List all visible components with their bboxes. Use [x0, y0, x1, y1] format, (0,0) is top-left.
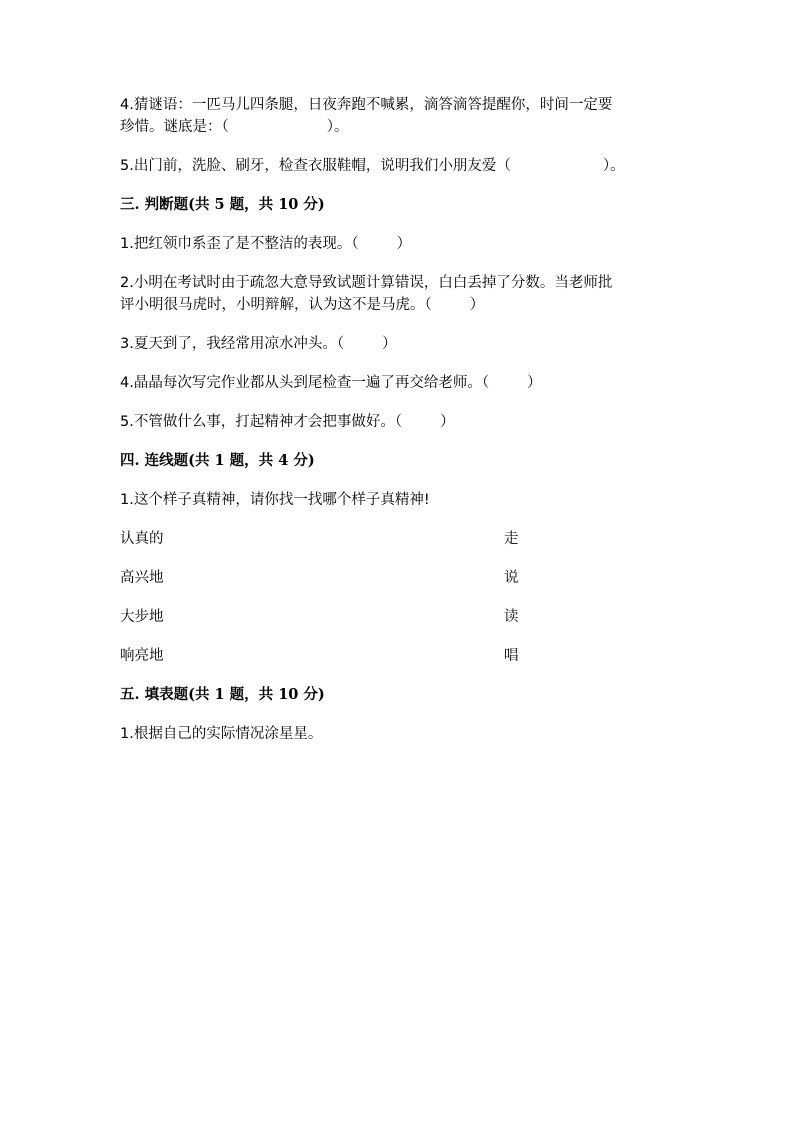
match-row [120, 645, 674, 667]
question-text-before-blank: 珍惜。谜底是：（ [120, 119, 229, 135]
table-question-prompt [120, 723, 674, 745]
question-text: 2.小明在考试时由于疏忽大意导致试题计算错误，白白丢掉了分数。当老师批 [120, 275, 613, 291]
question-text: 1.根据自己的实际情况涂星星。 [120, 726, 323, 742]
question-text [120, 372, 674, 394]
match-right-item[interactable]: 唱 [504, 648, 519, 664]
question-text [120, 155, 674, 177]
match-left-item[interactable]: 认真的 [120, 531, 164, 547]
question-text-after-blank: ） [469, 297, 485, 313]
judgement-question-2 [120, 272, 674, 316]
question-text-before-blank: 1.把红领巾系歪了是不整洁的表现。（ [120, 236, 359, 252]
judgement-question-1 [120, 233, 674, 255]
match-row [120, 606, 674, 628]
question-text [120, 411, 674, 433]
question-text-before-blank: 3.夏天到了，我经常用凉水冲头。（ [120, 336, 345, 352]
question-text [120, 116, 674, 138]
match-left-item[interactable]: 高兴地 [120, 570, 164, 586]
question-text-after-blank: ）。 [602, 158, 625, 174]
section-title-table: 五. 填表题(共 1 题，共 10 分) [120, 686, 325, 703]
fill-question-4 [120, 94, 674, 138]
question-text-after-blank: ） [527, 375, 542, 391]
matching-question-prompt [120, 489, 674, 511]
question-text-after-blank: ） [440, 414, 455, 430]
match-right-item[interactable]: 走 [504, 531, 519, 547]
section-title-matching: 四. 连线题(共 1 题，共 4 分) [120, 452, 315, 469]
question-text-before-blank: 4.晶晶每次写完作业都从头到尾检查一遍了再交给老师。（ [120, 375, 490, 391]
question-text: 4.猜谜语：一匹马儿四条腿，日夜奔跑不喊累，滴答滴答提醒你，时间一定要 [120, 97, 613, 113]
match-left-item[interactable]: 大步地 [120, 609, 164, 625]
question-text-after-blank: ） [396, 236, 412, 252]
judgement-question-3 [120, 333, 674, 355]
question-text-before-blank: 5.出门前，洗脸、刷牙，检查衣服鞋帽，说明我们小朋友爱（ [120, 158, 511, 174]
fill-question-5 [120, 155, 674, 177]
judgement-question-4 [120, 372, 674, 394]
question-text [120, 333, 674, 355]
match-row [120, 567, 674, 589]
question-text [120, 294, 674, 316]
question-text-after-blank: ） [382, 336, 397, 352]
question-text-before-blank: 5.不管做什么事，打起精神才会把事做好。（ [120, 414, 403, 430]
match-row [120, 528, 674, 550]
section-title-judgement: 三. 判断题(共 5 题，共 10 分) [120, 196, 325, 213]
judgement-question-5 [120, 411, 674, 433]
match-right-item[interactable]: 说 [504, 570, 519, 586]
question-text-before-blank: 评小明很马虎时，小明辩解，认为这不是马虎。（ [120, 297, 432, 313]
match-left-item[interactable]: 响亮地 [120, 648, 164, 664]
match-right-item[interactable]: 读 [504, 609, 519, 625]
question-text [120, 233, 674, 255]
question-text: 1.这个样子真精神，请你找一找哪个样子真精神! [120, 492, 430, 508]
question-text-after-blank: ）。 [326, 119, 349, 135]
